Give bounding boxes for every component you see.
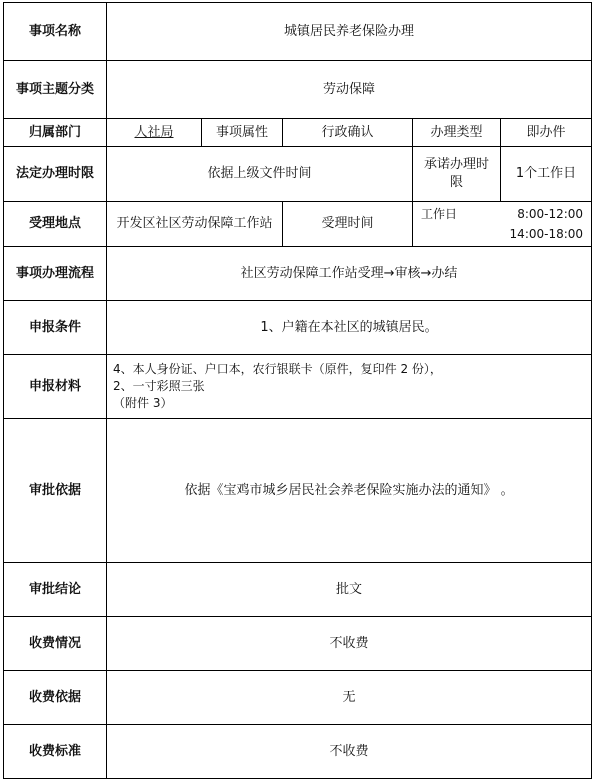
- conclusion-label: 审批结论: [4, 563, 107, 617]
- row-basis: [4, 419, 592, 563]
- materials-label: 申报材料: [4, 355, 107, 419]
- handling-type-label: 办理类型: [413, 119, 501, 147]
- row-process: [4, 247, 592, 301]
- row-item-name: [4, 3, 592, 61]
- location-value: 开发区社区劳动保障工作站: [107, 202, 283, 247]
- row-category: [4, 61, 592, 119]
- materials-value: [107, 355, 592, 419]
- fee-standard-label: 收费标准: [4, 725, 107, 779]
- process-value: 社区劳动保障工作站受理→审核→办结: [107, 247, 592, 301]
- workday-label: 工作日: [421, 207, 458, 221]
- row-conditions: [4, 301, 592, 355]
- row-fee-basis: [4, 671, 592, 725]
- item-name-value: 城镇居民养老保险办理: [107, 3, 592, 61]
- process-label: 事项办理流程: [4, 247, 107, 301]
- row-fee-standard: [4, 725, 592, 779]
- attribute-label: 事项属性: [202, 119, 283, 147]
- accept-time-label: 受理时间: [283, 202, 413, 247]
- conditions-label: 申报条件: [4, 301, 107, 355]
- service-item-table: [3, 2, 592, 779]
- promise-time-label: 承诺办理时限: [413, 147, 501, 202]
- material-line: 2、一寸彩照三张: [113, 379, 205, 393]
- conditions-value: 1、户籍在本社区的城镇居民。: [107, 301, 592, 355]
- category-value: 劳动保障: [107, 61, 592, 119]
- department-link[interactable]: 人社局: [134, 124, 174, 140]
- fee-standard-value: 不收费: [107, 725, 592, 779]
- material-line: （附件 3）: [113, 396, 173, 410]
- row-fee-status: [4, 617, 592, 671]
- handling-type-value: 即办件: [501, 119, 592, 147]
- basis-value: 依据《宝鸡市城乡居民社会养老保险实施办法的通知》 。: [107, 419, 592, 563]
- basis-label: 审批依据: [4, 419, 107, 563]
- row-legal-time: [4, 147, 592, 202]
- promise-time-value: 1个工作日: [501, 147, 592, 202]
- row-location: [4, 202, 592, 247]
- fee-status-label: 收费情况: [4, 617, 107, 671]
- fee-basis-label: 收费依据: [4, 671, 107, 725]
- material-line: 4、本人身份证、户口本，农行银联卡（原件，复印件 2 份），: [113, 362, 442, 376]
- legal-time-label: 法定办理时限: [4, 147, 107, 202]
- fee-basis-value: 无: [107, 671, 592, 725]
- row-materials: [4, 355, 592, 419]
- legal-time-value: 依据上级文件时间: [107, 147, 413, 202]
- row-department: [4, 119, 592, 147]
- fee-status-value: 不收费: [107, 617, 592, 671]
- department-label: 归属部门: [4, 119, 107, 147]
- conclusion-value: 批文: [107, 563, 592, 617]
- accept-time-value: [413, 202, 592, 247]
- category-label: 事项主题分类: [4, 61, 107, 119]
- afternoon-hours: 14:00-18:00: [509, 227, 584, 241]
- location-label: 受理地点: [4, 202, 107, 247]
- morning-hours: 8:00-12:00: [517, 207, 584, 221]
- attribute-value: 行政确认: [283, 119, 413, 147]
- row-conclusion: [4, 563, 592, 617]
- item-name-label: 事项名称: [4, 3, 107, 61]
- department-value-cell: [107, 119, 202, 147]
